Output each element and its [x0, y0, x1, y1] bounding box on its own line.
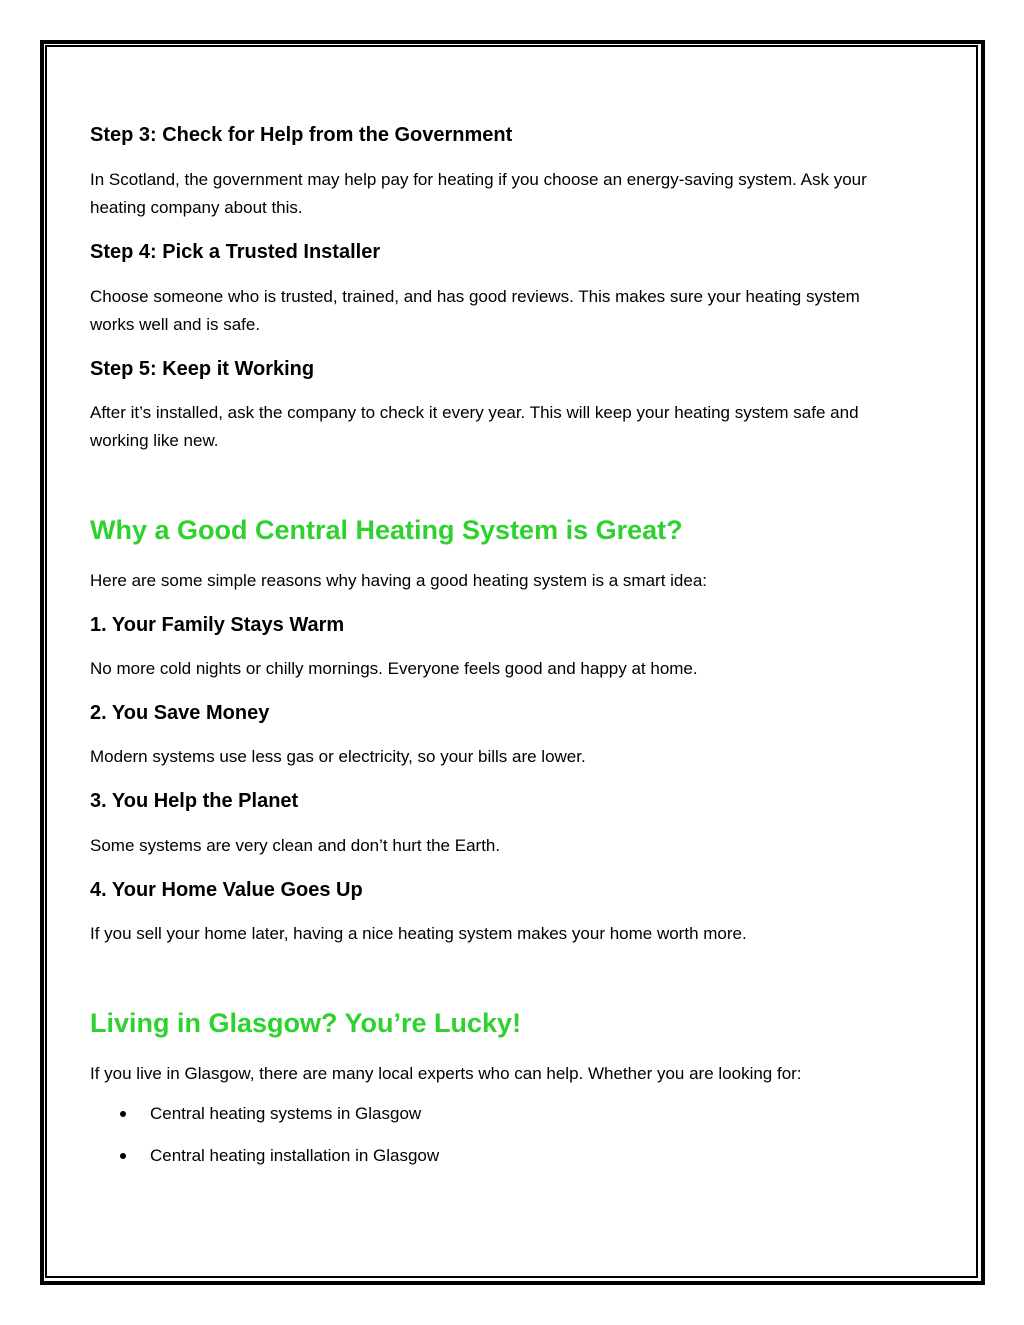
reason-2-text: Modern systems use less gas or electricity, so your bills are lower. — [90, 747, 586, 766]
glasgow-section-title: Living in Glasgow? You’re Lucky! — [90, 1008, 522, 1038]
reason-2-heading: 2. You Save Money — [90, 702, 270, 724]
bullet-icon — [120, 1111, 126, 1117]
list-item-text: Central heating systems in Glasgow — [150, 1104, 422, 1123]
step-4-heading: Step 4: Pick a Trusted Installer — [90, 241, 381, 263]
step-3-heading: Step 3: Check for Help from the Government — [90, 124, 513, 146]
list-item — [90, 1142, 439, 1184]
step-3-text-line-2: heating company about this. — [90, 198, 303, 217]
why-section-title: Why a Good Central Heating System is Great? — [90, 515, 683, 545]
step-4-text-line-2: works well and is safe. — [90, 315, 261, 334]
step-3-text-line-1: In Scotland, the government may help pay for heating if you choose an energy-saving system. Ask your — [90, 170, 867, 189]
list-item-text: Central heating installation in Glasgow — [150, 1146, 440, 1165]
list-item — [90, 1100, 439, 1142]
glasgow-bullet-list — [90, 1100, 439, 1184]
reason-4-text: If you sell your home later, having a nice heating system makes your home worth more. — [90, 924, 747, 943]
reason-1-text: No more cold nights or chilly mornings. Everyone feels good and happy at home. — [90, 659, 698, 678]
glasgow-section-intro: If you live in Glasgow, there are many local experts who can help. Whether you are looking for: — [90, 1064, 802, 1083]
reason-1-heading: 1. Your Family Stays Warm — [90, 614, 345, 636]
reason-4-heading: 4. Your Home Value Goes Up — [90, 879, 363, 901]
reason-3-text: Some systems are very clean and don’t hurt the Earth. — [90, 836, 501, 855]
reason-3-heading: 3. You Help the Planet — [90, 790, 299, 812]
step-5-text-line-1: After it’s installed, ask the company to check it every year. This will keep your heating system safe and — [90, 403, 859, 422]
step-5-text-line-2: working like new. — [90, 431, 219, 450]
step-4-text-line-1: Choose someone who is trusted, trained, and has good reviews. This makes sure your heating system — [90, 287, 860, 306]
bullet-icon — [120, 1153, 126, 1159]
why-section-intro: Here are some simple reasons why having a good heating system is a smart idea: — [90, 571, 708, 590]
step-5-heading: Step 5: Keep it Working — [90, 358, 315, 380]
